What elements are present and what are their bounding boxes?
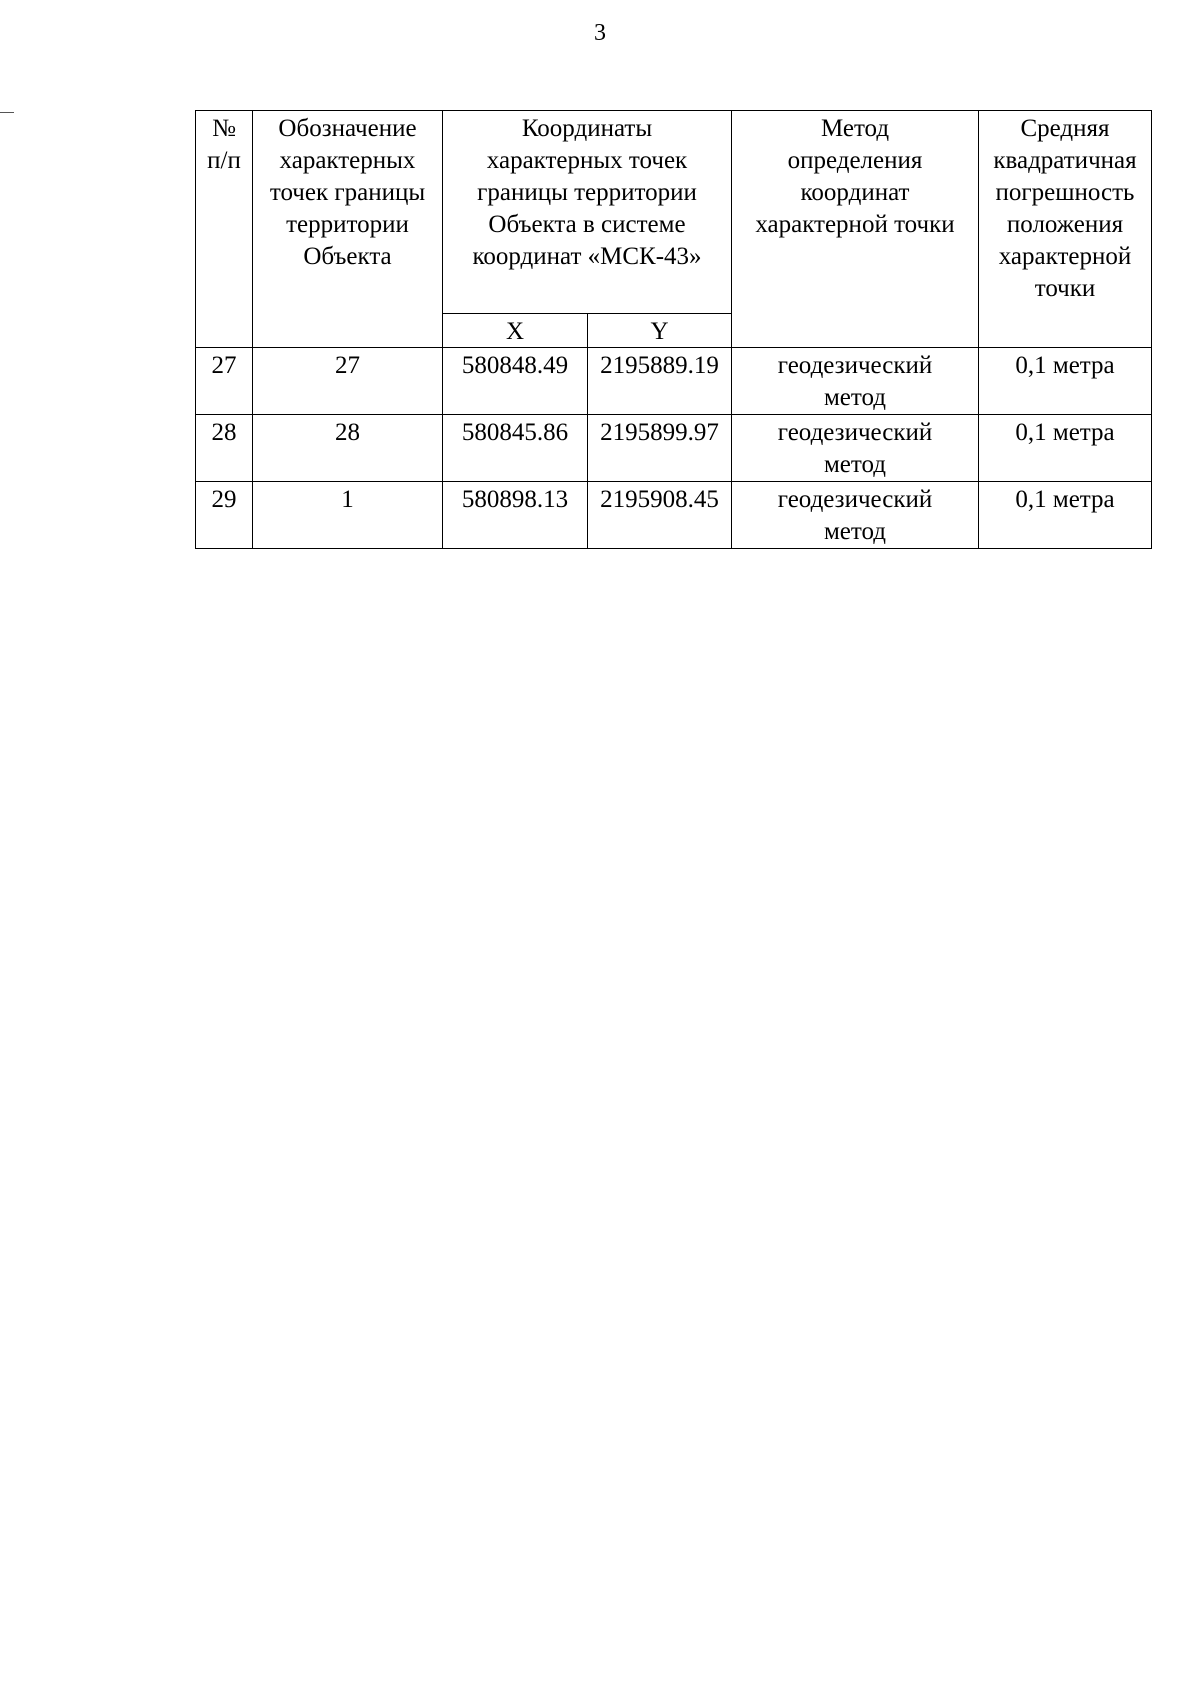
cell-method-line: геодезический	[777, 419, 933, 446]
cell-point: 28	[253, 415, 443, 482]
header-number-line: п/п	[207, 147, 241, 174]
header-line: точек границы	[269, 179, 426, 206]
header-line: Обозначение	[278, 115, 417, 142]
cell-method	[732, 415, 979, 482]
table-row	[196, 348, 1152, 415]
header-line: характерной точки	[755, 211, 955, 238]
header-line: определения	[787, 147, 923, 174]
header-method	[732, 111, 979, 348]
cell-method	[732, 348, 979, 415]
table-header-row	[196, 111, 1152, 314]
cell-x: 580898.13	[443, 482, 588, 549]
coordinates-table	[195, 110, 1152, 549]
header-line: погрешность	[995, 179, 1135, 206]
cell-error: 0,1 метра	[979, 482, 1152, 549]
header-line: границы территории	[477, 179, 697, 206]
header-line: территории	[286, 211, 409, 238]
cell-y: 2195899.97	[588, 415, 732, 482]
header-x: X	[443, 314, 588, 348]
header-line: положения	[1006, 211, 1124, 238]
page-number: 3	[594, 20, 606, 46]
cell-method-line: метод	[823, 518, 886, 545]
cell-method-line: метод	[823, 384, 886, 411]
cell-y: 2195908.45	[588, 482, 732, 549]
cell-point: 27	[253, 348, 443, 415]
cell-method-line: геодезический	[777, 486, 933, 513]
table-row	[196, 415, 1152, 482]
header-mean-square-error	[979, 111, 1152, 348]
cell-number: 29	[196, 482, 253, 549]
header-line: Средняя	[1020, 115, 1110, 142]
header-number-line: №	[212, 115, 236, 142]
scan-edge-mark	[0, 112, 14, 113]
header-line: Объекта в системе	[488, 211, 686, 238]
cell-method	[732, 482, 979, 549]
cell-method-line: геодезический	[777, 352, 933, 379]
header-line: характерной	[998, 243, 1132, 270]
header-line: координат «МСК-43»	[472, 243, 702, 270]
header-line: Объекта	[303, 243, 392, 270]
header-line: Координаты	[521, 115, 653, 142]
header-coordinates	[443, 111, 732, 314]
cell-error: 0,1 метра	[979, 348, 1152, 415]
header-line: координат	[800, 179, 910, 206]
table-row	[196, 482, 1152, 549]
cell-error: 0,1 метра	[979, 415, 1152, 482]
cell-y: 2195889.19	[588, 348, 732, 415]
cell-x: 580845.86	[443, 415, 588, 482]
header-line: квадратичная	[993, 147, 1137, 174]
cell-x: 580848.49	[443, 348, 588, 415]
cell-method-line: метод	[823, 451, 886, 478]
cell-number: 28	[196, 415, 253, 482]
header-y: Y	[588, 314, 732, 348]
header-line: характерных	[279, 147, 416, 174]
header-point-designation	[253, 111, 443, 348]
header-line: Метод	[820, 115, 890, 142]
cell-number: 27	[196, 348, 253, 415]
header-number	[196, 111, 253, 348]
header-line: точки	[1034, 275, 1096, 302]
cell-point: 1	[253, 482, 443, 549]
header-line: характерных точек	[486, 147, 688, 174]
